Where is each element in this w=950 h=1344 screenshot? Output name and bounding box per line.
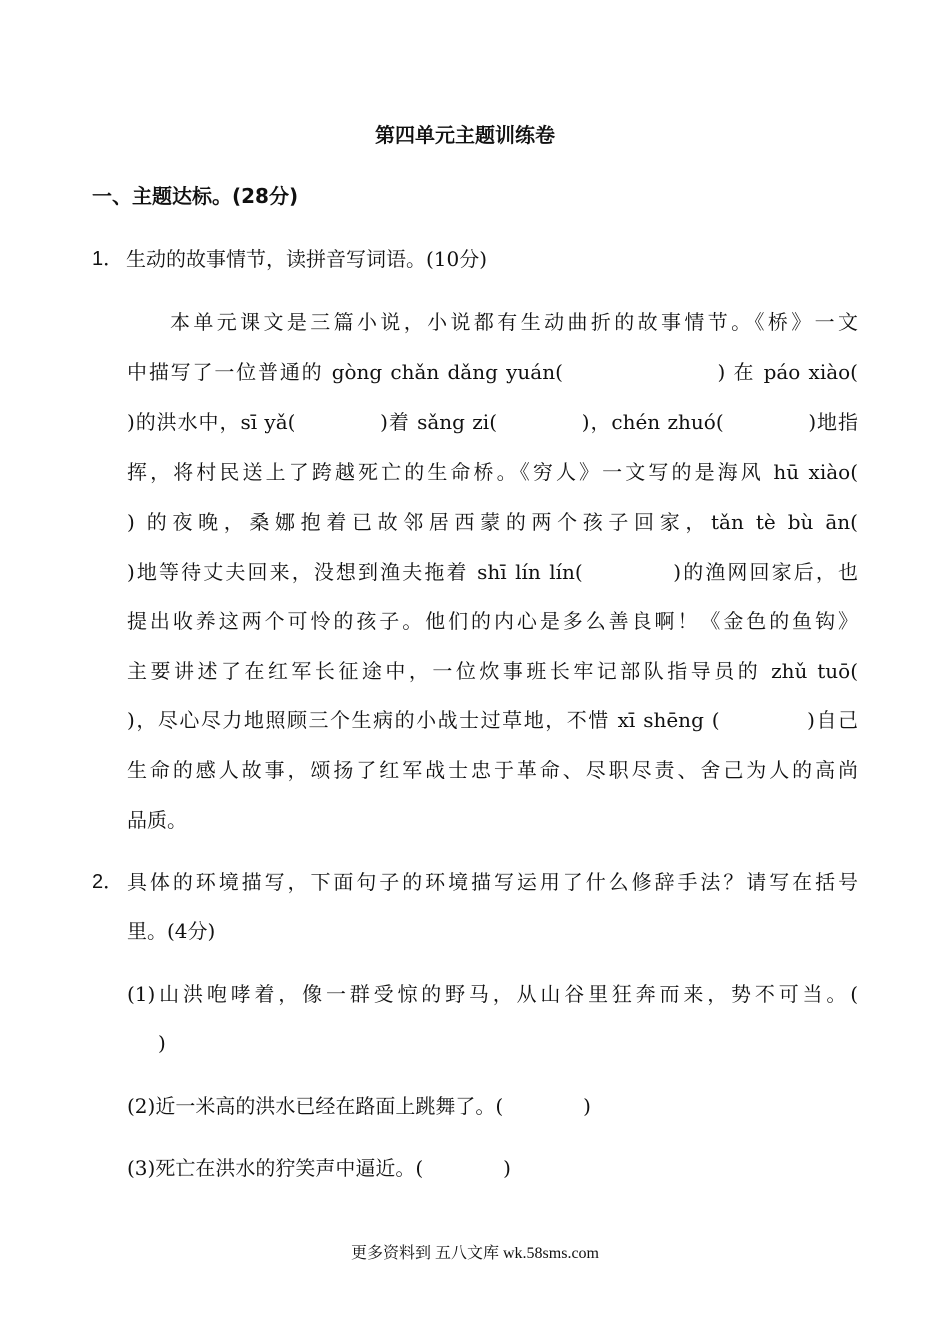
answer-bracket-close: ) bbox=[158, 1031, 166, 1055]
passage-line: 品质。 bbox=[127, 808, 187, 832]
passage-line: 挥，将村民送上了跨越死亡的生命桥。《穷人》一文写的是海风 hū xiào( bbox=[127, 460, 858, 484]
passage-line: )，尽心尽力地照顾三个生病的小战士过草地，不惜 xī shēng ( )自己 bbox=[127, 708, 858, 732]
footer-watermark: 更多资料到 五八文库 wk.58sms.com bbox=[350, 1245, 599, 1262]
question-2-item: (2)近一米高的洪水已经在路面上跳舞了。( ) bbox=[127, 1094, 591, 1118]
question-2-heading: 里。(4分) bbox=[127, 919, 216, 943]
passage-line: )地等待丈夫回来，没想到渔夫拖着 shī lín lín( )的渔网回家后，也 bbox=[127, 560, 858, 584]
section-heading: 一、主题达标。(28分) bbox=[92, 184, 299, 208]
passage-line: 生命的感人故事，颂扬了红军战士忠于革命、尽职尽责、舍己为人的高尚 bbox=[127, 758, 858, 782]
question-2-item: (1)山洪咆哮着，像一群受惊的野马，从山谷里狂奔而来，势不可当。( bbox=[127, 982, 858, 1006]
question-2-heading: 具体的环境描写，下面句子的环境描写运用了什么修辞手法？请写在括号 bbox=[127, 870, 858, 894]
question-1-heading: 生动的故事情节，读拼音写词语。(10分) bbox=[126, 247, 488, 271]
passage-line: 提出收养这两个可怜的孩子。他们的内心是多么善良啊！《金色的鱼钩》 bbox=[127, 609, 858, 633]
passage-line: 中描写了一位普通的 gòng chǎn dǎng yuán( ) 在 páo xiào( bbox=[127, 360, 858, 384]
passage-line: 主要讲述了在红军长征途中，一位炊事班长牢记部队指导员的 zhǔ tuō( bbox=[127, 659, 858, 683]
passage-line: )的洪水中，sī yǎ( )着 sǎng zi( )，chén zhuó( )地指 bbox=[127, 410, 858, 434]
question-2-item: (3)死亡在洪水的狞笑声中逼近。( ) bbox=[127, 1156, 511, 1180]
question-2-number: 2． bbox=[92, 871, 124, 893]
passage-line: 本单元课文是三篇小说，小说都有生动曲折的故事情节。《桥》一文 bbox=[170, 310, 858, 334]
passage-line: ) 的夜晚，桑娜抱着已故邻居西蒙的两个孩子回家，tǎn tè bù ān( bbox=[127, 510, 858, 534]
page-title: 第四单元主题训练卷 bbox=[375, 123, 555, 147]
question-1-number: 1． bbox=[92, 248, 124, 270]
